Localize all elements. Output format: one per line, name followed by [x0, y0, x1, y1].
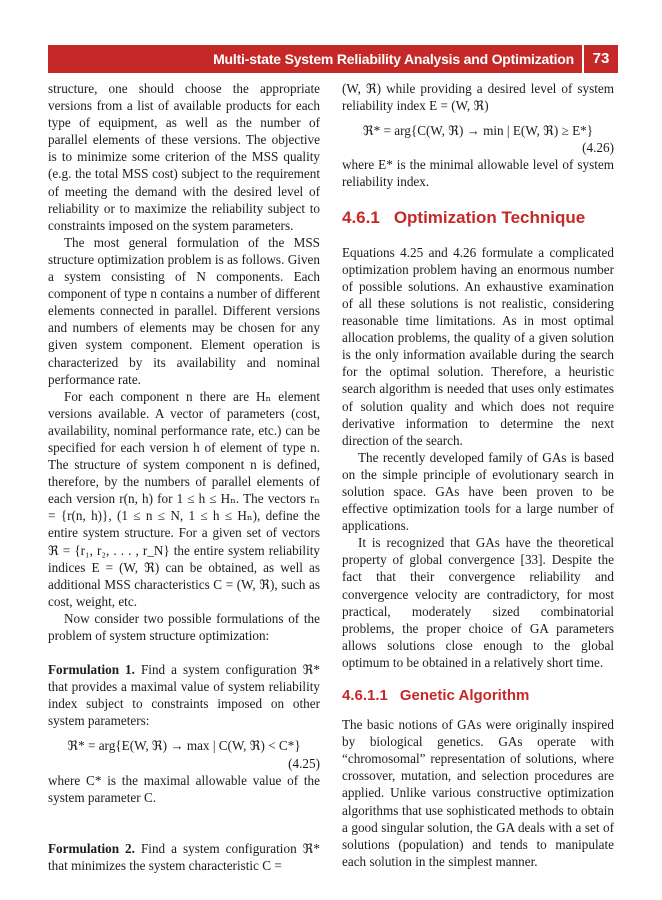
paragraph: It is recognized that GAs have the theoretical property of global convergence [33]. Despite the fact that their convergence reliability and convergence velocity are contradictory, for most practical, moderately sized combinatorial problems, the proper choice of GA parameters allows solutions close enough to the global optimum to be obtained in a relatively short time. [342, 535, 614, 670]
paragraph: The basic notions of GAs were originally inspired by biological genetics. GAs operate with “chromosomal” representation of solutions, where crossover, mutation, and selection procedures are applied. Unlike various constructive optimization algorithms that use sophisticated methods to obtain a good singular solution, the GA deals with a set of solutions (population) and tends to manipulate each solution in the simplest manner. [342, 717, 614, 869]
equation-4-26: ℜ* = arg{C(W, ℜ) → min | E(W, ℜ) ≥ E*} [362, 123, 594, 139]
running-title: Multi-state System Reliability Analysis and Optimization [213, 51, 574, 67]
formulation-1 [48, 661, 320, 729]
subsection-title: Genetic Algorithm [399, 687, 530, 704]
section-title: Optimization Technique [393, 207, 586, 227]
paragraph: Equations 4.25 and 4.26 formulate a complicated optimization problem having an enormous number of possible solutions. An exhaustive examination of all these solutions is not realistic, considering reasonable time limitations. As in most optimal allocation problems, the quality of a given solution is the only information available during the search for the optimal solution. Therefore, a heuristic search algorithm is needed that uses only estimates of solution quality and which does not require derivative information to determine the next direction of the search. [342, 244, 614, 448]
page-number: 73 [592, 50, 610, 67]
paragraph: Now consider two possible formulations of the problem of system structure optimization: [48, 610, 320, 643]
formulation-1-text: Find a system configuration ℜ* that provides a maximal value of system reliability index subject to constraints imposed on other system parameters: [48, 662, 320, 729]
formulation-2 [48, 840, 320, 874]
paragraph: For each component n there are Hₙ element versions available. A vector of parameters (cost, availability, nominal performance rate, etc.) can be specified for each version h of element of type n. The structure of system component n is defined, therefore, by the numbers of parallel elements of each version r(n, h) for 1 ≤ h ≤ Hₙ. The vectors rₙ = {r(n, h)}, (1 ≤ n ≤ N, 1 ≤ h ≤ Hₙ), define the entire system structure. For a given set of vectors ℜ = {r₁, r₂, . . . , r_N} the entire system reliability indices E = (W, ℜ) can be obtained, as well as additional MSS characteristics C = (W, ℜ), such as cost, weight, etc. [48, 388, 320, 609]
running-header [48, 45, 618, 73]
subsection-heading [342, 687, 614, 704]
subsection-number: 4.6.1.1 [342, 687, 388, 704]
paragraph: where C* is the maximal allowable value of the system parameter C. [48, 772, 320, 805]
formulation-2-label: Formulation 2. [48, 840, 135, 856]
paragraph: (W, ℜ) while providing a desired level of system reliability index E = (W, ℜ) [342, 81, 614, 114]
equation-number: (4.26) [582, 140, 614, 156]
formulation-2-text: Find a system configuration ℜ* that minimizes the system characteristic C = [48, 840, 320, 873]
equation-number: (4.25) [288, 755, 320, 771]
equation-4-25: ℜ* = arg{E(W, ℜ) → max | C(W, ℜ) < C*} [67, 738, 301, 754]
section-number: 4.6.1 [342, 207, 380, 227]
paragraph: structure, one should choose the appropriate versions from a list of available products for each type of equipment, as well as the number of parallel elements of these versions. The objective is to minimize some criterion of the MSS quality (e.g. the total MSS cost) subject to the requirement of meeting the demand with the desired level of reliability or to maximize the reliability subject to constraints imposed on the system parameters. [48, 81, 320, 233]
formulation-1-label: Formulation 1. [48, 662, 135, 678]
left-column [48, 80, 320, 874]
paragraph: The most general formulation of the MSS structure optimization problem is as follows. Given a system consisting of N components. Each component of type n contains a number of different elements connected in parallel. Different versions and numbers of elements may be chosen for any given system component. Element operation is characterized by its availability and nominal performance rate. [48, 234, 320, 387]
paragraph: where E* is the minimal allowable level of system reliability index. [342, 157, 614, 190]
paragraph: The recently developed family of GAs is based on the simple principle of evolutionary search in solution space. GAs have been proven to be effective optimization tools for a large number of applications. [342, 449, 614, 534]
section-heading [342, 209, 614, 226]
right-column [342, 80, 614, 870]
